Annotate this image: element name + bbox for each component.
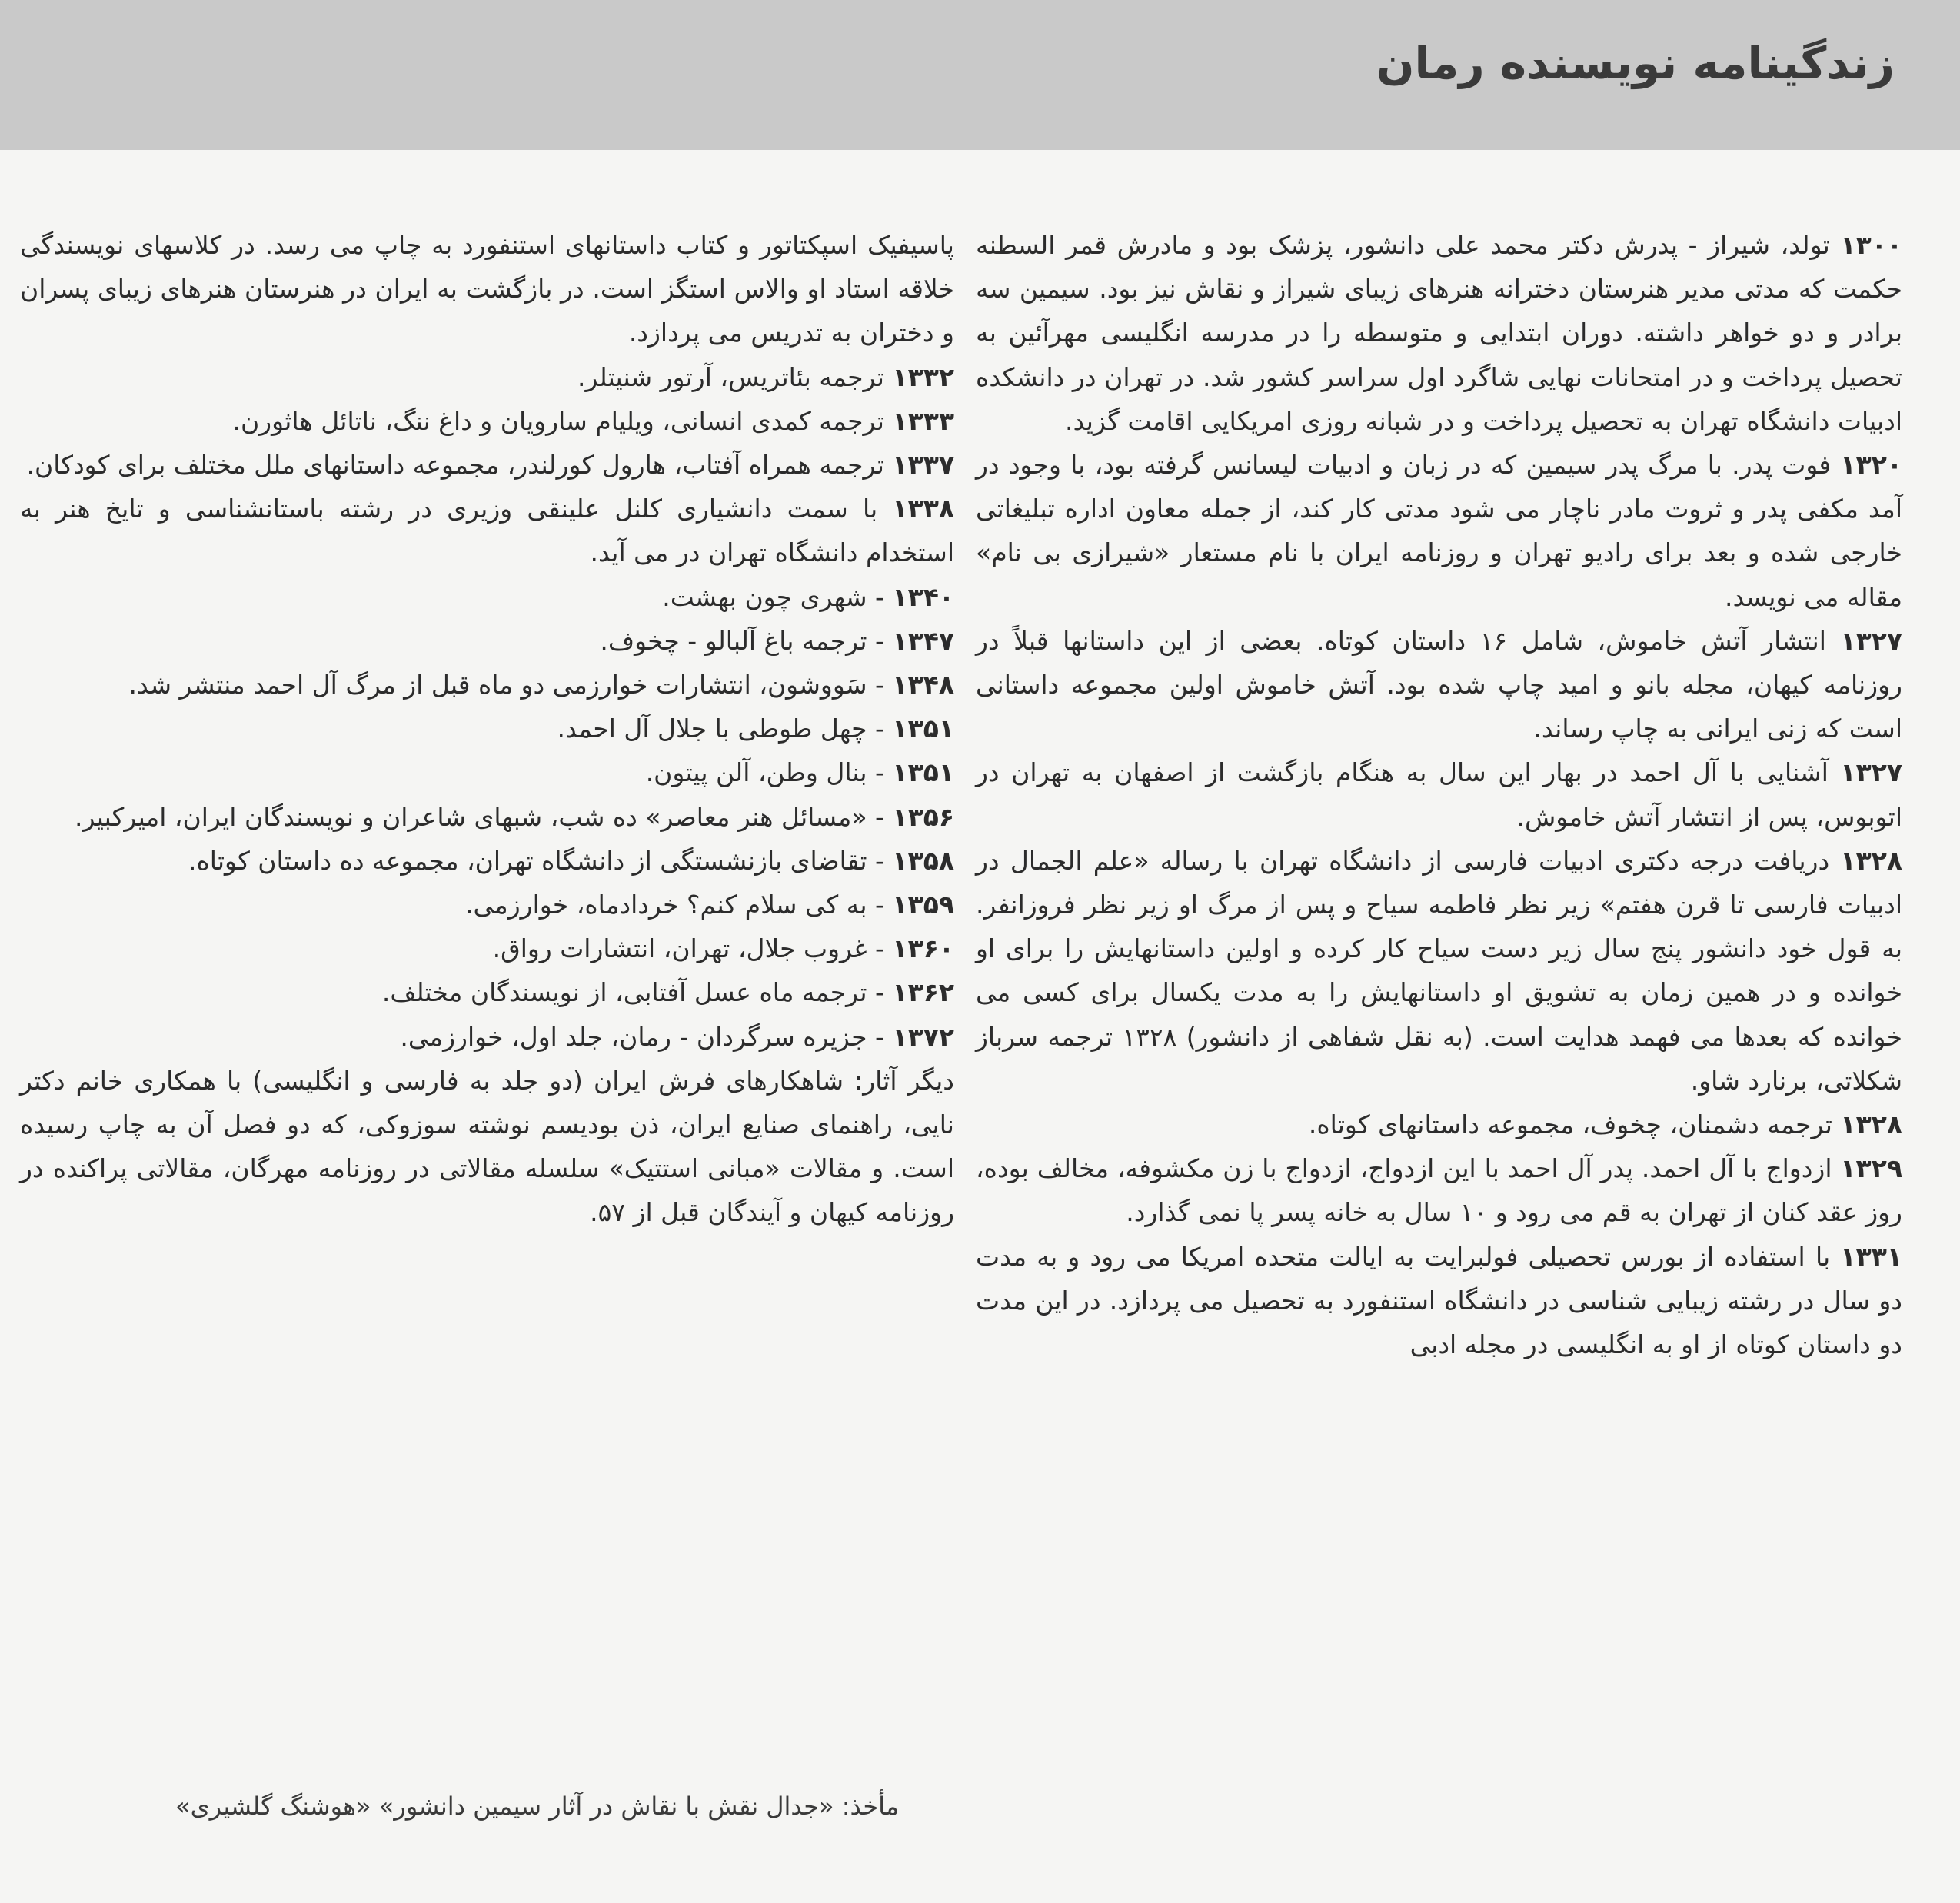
entry <box>20 927 954 970</box>
entry-year: ۱۳۲۰ <box>1840 450 1902 481</box>
entry-year: ۱۳۲۹ <box>1840 1153 1902 1184</box>
entry <box>20 1015 954 1059</box>
entry-text: تولد، شیراز - پدرش دکتر محمد علی دانشور، پزشک بود و مادرش قمر السطنه حکمت که مدتی مدیر هنرستان دخترانه هنرهای زیبای شیراز و نقاش نیز بود. سیمین سه برادر و دو خواهر داشته. دوران ابتدایی و متوسطه را در مدرسه انگلیسی مهرآئین به تحصیل پرداخت و در امتحانات نهایی شاگرد اول سراسر کشور شد. در تهران در دانشکده ادبیات دانشگاه تهران به تحصیل پرداخت و در شبانه روزی امریکایی اقامت گزید. <box>976 230 1902 436</box>
entry-year: ۱۳۶۲ <box>892 977 954 1008</box>
entry-text: پاسیفیک اسپکتاتور و کتاب داستانهای استنفورد به چاپ می رسد. در کلاسهای نویسندگی خلاقه استاد او والاس استگز است. در بازگشت به ایران در هنرستان هنرهای زیبای پسران و دختران به تدریس می پردازد. <box>20 230 954 348</box>
entry-year: ۱۳۳۲ <box>892 361 954 392</box>
entry-year: ۱۳۵۶ <box>892 801 954 832</box>
entry-text: - غروب جلال، تهران، انتشارات رواق. <box>492 933 884 964</box>
entry-year: ۱۳۴۸ <box>892 670 954 700</box>
entry-year: ۱۳۵۹ <box>892 890 954 920</box>
entry-year: ۱۳۲۸ <box>1840 1110 1902 1140</box>
entry-year: ۱۳۳۷ <box>892 450 954 481</box>
entry-year: ۱۳۲۷ <box>1840 625 1902 656</box>
entry <box>20 750 954 794</box>
entry-text: - «مسائل هنر معاصر» ده شب، شبهای شاعران و نویسندگان ایران، امیرکبیر. <box>75 801 884 832</box>
entry <box>976 1235 1902 1367</box>
entry-year: ۱۳۴۰ <box>892 581 954 612</box>
entry <box>20 399 954 443</box>
entry-text: فوت پدر. با مرگ پدر سیمین که در زبان و ادبیات لیسانس گرفته بود، با وجود در آمد مکفی پدر و ثروت مادر ناچار می شود مدتی کار کند، از جمله معاون اداره تبلیغاتی خارجی شده و بعد برای رادیو تهران و روزنامه ایران با نام مستعار «شیرازی بی نام» مقاله می نویسد. <box>976 450 1902 612</box>
header-band <box>0 0 1960 150</box>
entry <box>976 443 1902 619</box>
entry-text: آشنایی با آل احمد در بهار این سال به هنگام بازگشت از اصفهان به تهران در اتوبوس، پس از انتشار آتش خاموش. <box>976 757 1902 832</box>
entry-text: ترجمه همراه آفتاب، هارول کورلندر، مجموعه داستانهای ملل مختلف برای کودکان. <box>26 450 884 481</box>
entry <box>976 1103 1902 1146</box>
entry-text: - ترجمه باغ آلبالو - چخوف. <box>600 625 884 656</box>
entry <box>20 839 954 883</box>
entry <box>976 839 1902 1103</box>
entry-year: ۱۳۳۱ <box>1840 1241 1902 1272</box>
entry <box>20 443 954 487</box>
entry-year: ۱۳۷۲ <box>892 1021 954 1052</box>
entry <box>20 1059 954 1235</box>
entry-year: ۱۳۳۳ <box>892 405 954 436</box>
entry-text: با استفاده از بورس تحصیلی فولبرایت به ایالت متحده امریکا می رود و به مدت دو سال در رشته زیبایی شناسی در دانشگاه استنفورد به تحصیل می پردازد. در این مدت دو داستان کوتاه از او به انگلیسی در مجله ادبی <box>976 1241 1902 1360</box>
entry-text: - ترجمه ماه عسل آفتابی، از نویسندگان مختلف. <box>381 977 884 1008</box>
entry-year: ۱۳۶۰ <box>892 933 954 964</box>
entry-text: - به کی سلام کنم؟ خردادماه، خوارزمی. <box>465 890 884 920</box>
entry-text: - تقاضای بازنشستگی از دانشگاه تهران، مجموعه ده داستان کوتاه. <box>188 845 884 876</box>
entry-year: ۱۳۵۱ <box>892 757 954 788</box>
entry-year: ۱۳۲۸ <box>1840 845 1902 876</box>
entry-text: ترجمه دشمنان، چخوف، مجموعه داستانهای کوتاه. <box>1308 1110 1832 1140</box>
entry <box>20 883 954 927</box>
left-column <box>20 223 954 1235</box>
entry <box>976 223 1902 443</box>
entry-text: دیگر آثار: شاهکارهای فرش ایران (دو جلد به فارسی و انگلیسی) با همکاری خانم دکتر نایی، راهنمای صنایع ایران، ذن بودیسم نوشته سوزوکی، که دو فصل آن به چاپ رسیده است. و مقالات «مبانی استتیک» سلسله مقالاتی در روزنامه مهرگان، مقالاتی پراکنده در روزنامه کیهان و آیندگان قبل از ۵۷. <box>20 1065 954 1228</box>
entry <box>976 619 1902 751</box>
entry <box>20 487 954 574</box>
entry-text: - بنال وطن، آلن پیتون. <box>645 757 884 788</box>
entry-text: انتشار آتش خاموش، شامل ۱۶ داستان کوتاه. بعضی از این داستانها قبلاً در روزنامه کیهان، مجله بانو و امید چاپ شده بود. آتش خاموش اولین مجموعه داستانی است که زنی ایرانی به چاپ رساند. <box>976 625 1902 744</box>
entry-text: ترجمه بئاتریس، آرتور شنیتلر. <box>577 361 884 392</box>
entry-year: ۱۳۵۱ <box>892 714 954 744</box>
entry <box>20 223 954 355</box>
entry-text: - سَووشون، انتشارات خوارزمی دو ماه قبل از مرگ آل احمد منتشر شد. <box>128 670 884 700</box>
entry <box>20 707 954 750</box>
entry-text: با سمت دانشیاری کلنل علینقی وزیری در رشته باستانشناسی و تایخ هنر به استخدام دانشگاه تهران در می آید. <box>20 494 954 568</box>
entry-text: - چهل طوطی با جلال آل احمد. <box>557 714 884 744</box>
entry-year: ۱۳۲۷ <box>1840 757 1902 788</box>
entry <box>20 619 954 663</box>
entry <box>20 795 954 839</box>
right-column <box>976 223 1902 1366</box>
entry-text: ازدواج با آل احمد. پدر آل احمد با این ازدواج، ازدواج با زن مکشوفه، مخالف بوده، روز عقد کنان از تهران به قم می رود و ۱۰ سال به خانه پسر پا نمی گذارد. <box>976 1153 1902 1228</box>
entry-text: دریافت درجه دکتری ادبیات فارسی از دانشگاه تهران با رساله «علم الجمال در ادبیات فارسی تا قرن هفتم» زیر نظر فاطمه سیاح و پس از مرگ او زیر نظر فروزانفر. به قول خود دانشور پنج سال زیر دست سیاح کار کرده و اولین داستانهایش را برای او خوانده و در همین زمان به تشویق او داستانهایش را به مدت یکسال برای کسی می خوانده که بعدها می فهمد هدایت است. (به نقل شفاهی از دانشور) ۱۳۲۸ ترجمه سرباز شکلاتی، برنارد شاو. <box>976 845 1902 1096</box>
entry-year: ۱۳۳۸ <box>892 494 955 524</box>
entry-year: ۱۳۵۸ <box>892 845 954 876</box>
entry <box>20 970 954 1014</box>
entry <box>976 750 1902 838</box>
entry-year: ۱۳۴۷ <box>892 625 954 656</box>
entry <box>20 355 954 399</box>
entry <box>20 663 954 707</box>
entry-text: - جزیره سرگردان - رمان، جلد اول، خوارزمی. <box>400 1021 884 1052</box>
entry <box>976 1146 1902 1234</box>
source-citation: مأخذ: «جدال نقش با نقاش در آثار سیمین دانشور» «هوشنگ گلشیری» <box>175 1792 899 1821</box>
entry-year: ۱۳۰۰ <box>1840 230 1902 260</box>
entry <box>20 575 954 619</box>
entry-text: ترجمه کمدی انسانی، ویلیام سارویان و داغ ننگ، ناتائل هاثورن. <box>232 405 884 436</box>
entry-text: - شهری چون بهشت. <box>662 581 884 612</box>
page-title: زندگینامه نویسنده رمان <box>1376 37 1895 89</box>
